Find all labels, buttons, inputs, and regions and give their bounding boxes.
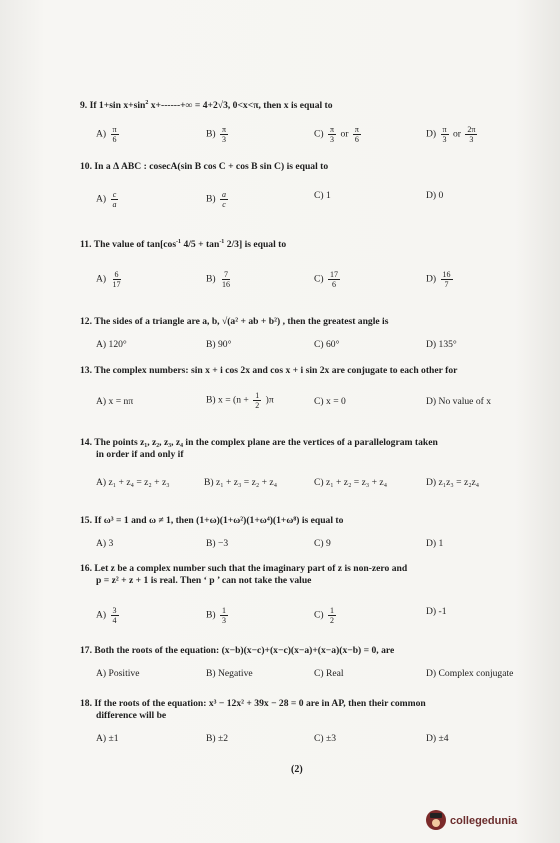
option-text: Negative — [218, 668, 253, 679]
option-a[interactable] — [96, 538, 113, 550]
option-a[interactable] — [96, 190, 121, 209]
question-15 — [80, 515, 550, 527]
option-label: B) — [206, 538, 216, 549]
option-a[interactable] — [96, 477, 170, 489]
option-text: Real — [326, 668, 344, 679]
option-a[interactable] — [96, 606, 121, 625]
option-label: C) — [314, 733, 324, 744]
question-9 — [80, 97, 550, 112]
option-b[interactable] — [204, 477, 277, 489]
question-16 — [80, 563, 550, 587]
option-text: No value of x — [438, 396, 492, 407]
question-stem: The complex numbers: sin x + i cos 2x and cos x + i sin 2x are conjugate to each other for — [94, 365, 458, 376]
option-b[interactable] — [206, 125, 230, 144]
option-c[interactable] — [314, 668, 344, 680]
question-stem: 4/5 + tan — [183, 239, 220, 251]
option-text: ±2 — [218, 733, 229, 744]
question-stem: p = z² + z + 1 is real. Then ‘ p ’ can not take the value — [96, 575, 312, 586]
question-stem: The value of tan[cos — [93, 239, 177, 251]
fraction — [220, 125, 228, 144]
option-text: z₁ + z₃ = z₂ + z₄ — [216, 477, 278, 488]
question-stem: in order if and only if — [96, 449, 184, 460]
question-number: 9. — [80, 100, 88, 112]
question-12 — [80, 316, 550, 328]
denominator: 3 — [442, 135, 447, 144]
option-c[interactable] — [314, 606, 338, 625]
numerator: c — [112, 190, 117, 199]
option-text: 3 — [108, 538, 114, 549]
fraction — [353, 125, 361, 144]
question-number: 10. — [80, 161, 92, 172]
denominator: 3 — [222, 135, 227, 144]
fraction — [220, 270, 232, 289]
option-label: D) — [426, 538, 437, 549]
denominator: 3 — [469, 135, 474, 144]
question-number: 12. — [80, 316, 92, 327]
fraction — [465, 125, 477, 144]
option-label: D) — [426, 606, 437, 617]
numerator: π — [354, 125, 359, 134]
option-text: 1 — [326, 190, 331, 201]
denominator: 6 — [112, 135, 117, 144]
option-c[interactable] — [314, 477, 387, 489]
denominator: 2 — [255, 401, 260, 410]
numerator: 16 — [442, 270, 451, 279]
option-text: Positive — [108, 668, 140, 679]
option-label: A) — [96, 609, 107, 621]
option-text: z₁ + z₄ = z₂ + z₃ — [108, 477, 170, 488]
option-label: B) — [206, 733, 216, 744]
option-b[interactable] — [206, 668, 253, 680]
question-stem: 2/3] is equal to — [226, 239, 287, 251]
question-number: 14. — [80, 437, 92, 448]
superscript: -1 — [176, 239, 182, 245]
option-label: B) — [206, 668, 216, 679]
option-b[interactable] — [206, 538, 228, 550]
option-c[interactable] — [314, 270, 342, 289]
question-stem: difference will be — [96, 710, 167, 721]
option-d[interactable] — [426, 396, 491, 408]
option-text: ±3 — [326, 733, 337, 744]
option-d[interactable] — [426, 270, 455, 289]
option-label: A) — [96, 128, 107, 140]
option-label: A) — [96, 477, 107, 488]
question-stem: In a Δ ABC : cosecA(sin B cos C + cos B sin C) is equal to — [94, 161, 329, 172]
question-stem: If ω³ = 1 and ω ≠ 1, then (1+ω)(1+ω²)(1+ω⁴)(1+ω⁸) is equal to — [94, 515, 344, 526]
denominator: 16 — [222, 280, 230, 289]
option-label: B) — [206, 394, 216, 406]
fraction — [111, 190, 119, 209]
option-label: C) — [314, 339, 324, 350]
option-a[interactable] — [96, 396, 133, 408]
watermark-brand: collegedunia — [450, 815, 518, 827]
fraction — [111, 606, 119, 625]
option-label: D) — [426, 339, 437, 350]
option-c[interactable] — [314, 733, 336, 745]
option-d[interactable] — [426, 538, 443, 550]
numerator: π — [442, 125, 447, 134]
option-a[interactable] — [96, 733, 119, 745]
numerator: 6 — [114, 270, 119, 279]
option-b[interactable] — [206, 339, 231, 351]
denominator: c — [222, 200, 226, 209]
option-a[interactable] — [96, 125, 121, 144]
option-d[interactable] — [426, 190, 443, 202]
option-label: D) — [426, 190, 437, 201]
option-c[interactable] — [314, 538, 331, 550]
option-text: x = (n + — [218, 394, 249, 406]
option-label: A) — [96, 668, 107, 679]
fraction — [111, 270, 123, 289]
option-or: or — [340, 128, 349, 140]
question-18 — [80, 698, 550, 722]
numerator: 1 — [255, 391, 260, 400]
option-b[interactable] — [206, 733, 228, 745]
option-label: D) — [426, 477, 437, 488]
question-10 — [80, 161, 550, 173]
option-label: C) — [314, 273, 324, 285]
option-label: A) — [96, 396, 107, 407]
question-17 — [80, 645, 550, 657]
option-text: z₁z₃ = z₂z₄ — [438, 477, 480, 488]
option-c[interactable] — [314, 190, 331, 202]
numerator: 2π — [467, 125, 476, 134]
question-14 — [80, 437, 550, 461]
option-label: A) — [96, 339, 107, 350]
question-stem: Both the roots of the equation: (x−b)(x−c)+(x−c)(x−a)+(x−a)(x−b) = 0, are — [94, 645, 395, 656]
question-stem: The sides of a triangle are a, b, √(a² + ab + b²) , then the greatest angle is — [94, 316, 389, 327]
numerator: π — [222, 125, 227, 134]
option-text: 9 — [326, 538, 331, 549]
denominator: 3 — [330, 135, 335, 144]
option-label: B) — [206, 609, 216, 621]
denominator: 3 — [222, 616, 226, 625]
fraction — [328, 270, 340, 289]
numerator: a — [222, 190, 226, 199]
question-stem: x+------+∞ = 4+2√3, 0<x<π, then x is equal to — [148, 100, 333, 112]
numerator: π — [112, 125, 117, 134]
fraction — [328, 125, 336, 144]
fraction — [220, 190, 228, 209]
question-number: 18. — [80, 698, 92, 709]
option-text: -1 — [438, 606, 447, 617]
option-label: A) — [96, 273, 107, 285]
superscript: 2 — [145, 100, 149, 106]
question-stem: If the roots of the equation: x³ − 12x² + 39x − 28 = 0 are in AP, then their common — [94, 698, 426, 709]
option-label: C) — [314, 609, 324, 621]
option-label: C) — [314, 477, 324, 488]
numerator: 7 — [224, 270, 228, 279]
option-label: A) — [96, 733, 107, 744]
denominator: 6 — [354, 135, 359, 144]
fraction — [220, 606, 228, 625]
fraction — [328, 606, 336, 625]
option-label: C) — [314, 396, 324, 407]
numerator: 17 — [330, 270, 338, 279]
option-label: C) — [314, 190, 324, 201]
question-number: 15. — [80, 515, 92, 526]
option-a[interactable] — [96, 270, 125, 289]
option-text: 90° — [218, 339, 232, 350]
option-label: D) — [426, 273, 437, 285]
fraction — [441, 125, 449, 144]
question-number: 11. — [80, 239, 92, 251]
option-b[interactable] — [206, 190, 230, 209]
question-stem: Let z be a complex number such that the imaginary part of z is non-zero and — [94, 563, 408, 574]
option-text: 120° — [108, 339, 127, 350]
question-13 — [80, 365, 550, 377]
option-label: C) — [314, 128, 324, 140]
option-text: Complex conjugate — [438, 668, 514, 679]
option-label: C) — [314, 538, 324, 549]
option-d[interactable] — [426, 606, 447, 618]
option-text: x = nπ — [108, 396, 134, 407]
question-number: 13. — [80, 365, 92, 376]
option-label: A) — [96, 193, 107, 205]
option-label: D) — [426, 128, 437, 140]
option-label: B) — [206, 273, 216, 285]
option-d[interactable] — [426, 339, 457, 351]
option-a[interactable] — [96, 668, 139, 680]
option-text: 135° — [438, 339, 457, 350]
question-stem: The points z₁, z₂, z₃, z₄ in the complex plane are the vertices of a parallelogram taken — [94, 437, 438, 448]
option-label: D) — [426, 733, 437, 744]
option-label: A) — [96, 538, 107, 549]
superscript: -1 — [219, 239, 225, 245]
option-label: B) — [206, 128, 216, 140]
numerator: 1 — [222, 606, 226, 615]
option-label: D) — [426, 396, 437, 407]
option-text: z₁ + z₂ = z₃ + z₄ — [326, 477, 388, 488]
option-label: B) — [204, 477, 214, 488]
option-text: 60° — [326, 339, 340, 350]
denominator: 7 — [444, 280, 449, 289]
denominator: a — [112, 200, 117, 209]
option-text: 0 — [438, 190, 444, 201]
option-c[interactable] — [314, 339, 339, 351]
option-c[interactable] — [314, 396, 346, 408]
question-number: 17. — [80, 645, 92, 656]
option-text: x = 0 — [326, 396, 346, 407]
watermark-text-block — [450, 811, 517, 829]
option-text: 1 — [438, 538, 444, 549]
option-d[interactable] — [426, 733, 449, 745]
option-b[interactable] — [206, 606, 230, 625]
question-stem: If 1+sin x+sin — [89, 100, 146, 112]
option-label: B) — [206, 339, 216, 350]
option-text: ±4 — [438, 733, 449, 744]
option-label: D) — [426, 668, 437, 679]
option-or: or — [452, 128, 461, 140]
option-d[interactable] — [426, 477, 479, 489]
question-number: 16. — [80, 563, 92, 574]
option-text: ±1 — [108, 733, 119, 744]
denominator: 6 — [332, 280, 336, 289]
option-c[interactable] — [314, 125, 363, 144]
option-label: B) — [206, 193, 216, 205]
numerator: π — [330, 125, 335, 134]
fraction — [253, 391, 261, 410]
option-d[interactable] — [426, 125, 479, 144]
fraction — [111, 125, 119, 144]
option-a[interactable] — [96, 339, 127, 351]
page-number: (2) — [291, 764, 303, 775]
numerator: 1 — [330, 606, 334, 615]
option-b[interactable] — [206, 270, 234, 289]
denominator: 2 — [330, 616, 334, 625]
option-text: )π — [265, 394, 274, 406]
denominator: 17 — [112, 280, 121, 289]
collegedunia-watermark — [426, 806, 546, 834]
option-label: C) — [314, 668, 324, 679]
question-11 — [80, 236, 550, 251]
option-text: −3 — [218, 538, 229, 549]
fraction — [441, 270, 453, 289]
option-b[interactable] — [206, 391, 274, 410]
option-d[interactable] — [426, 668, 513, 680]
numerator: 3 — [112, 606, 117, 615]
graduate-avatar-icon — [426, 810, 446, 830]
denominator: 4 — [112, 616, 117, 625]
